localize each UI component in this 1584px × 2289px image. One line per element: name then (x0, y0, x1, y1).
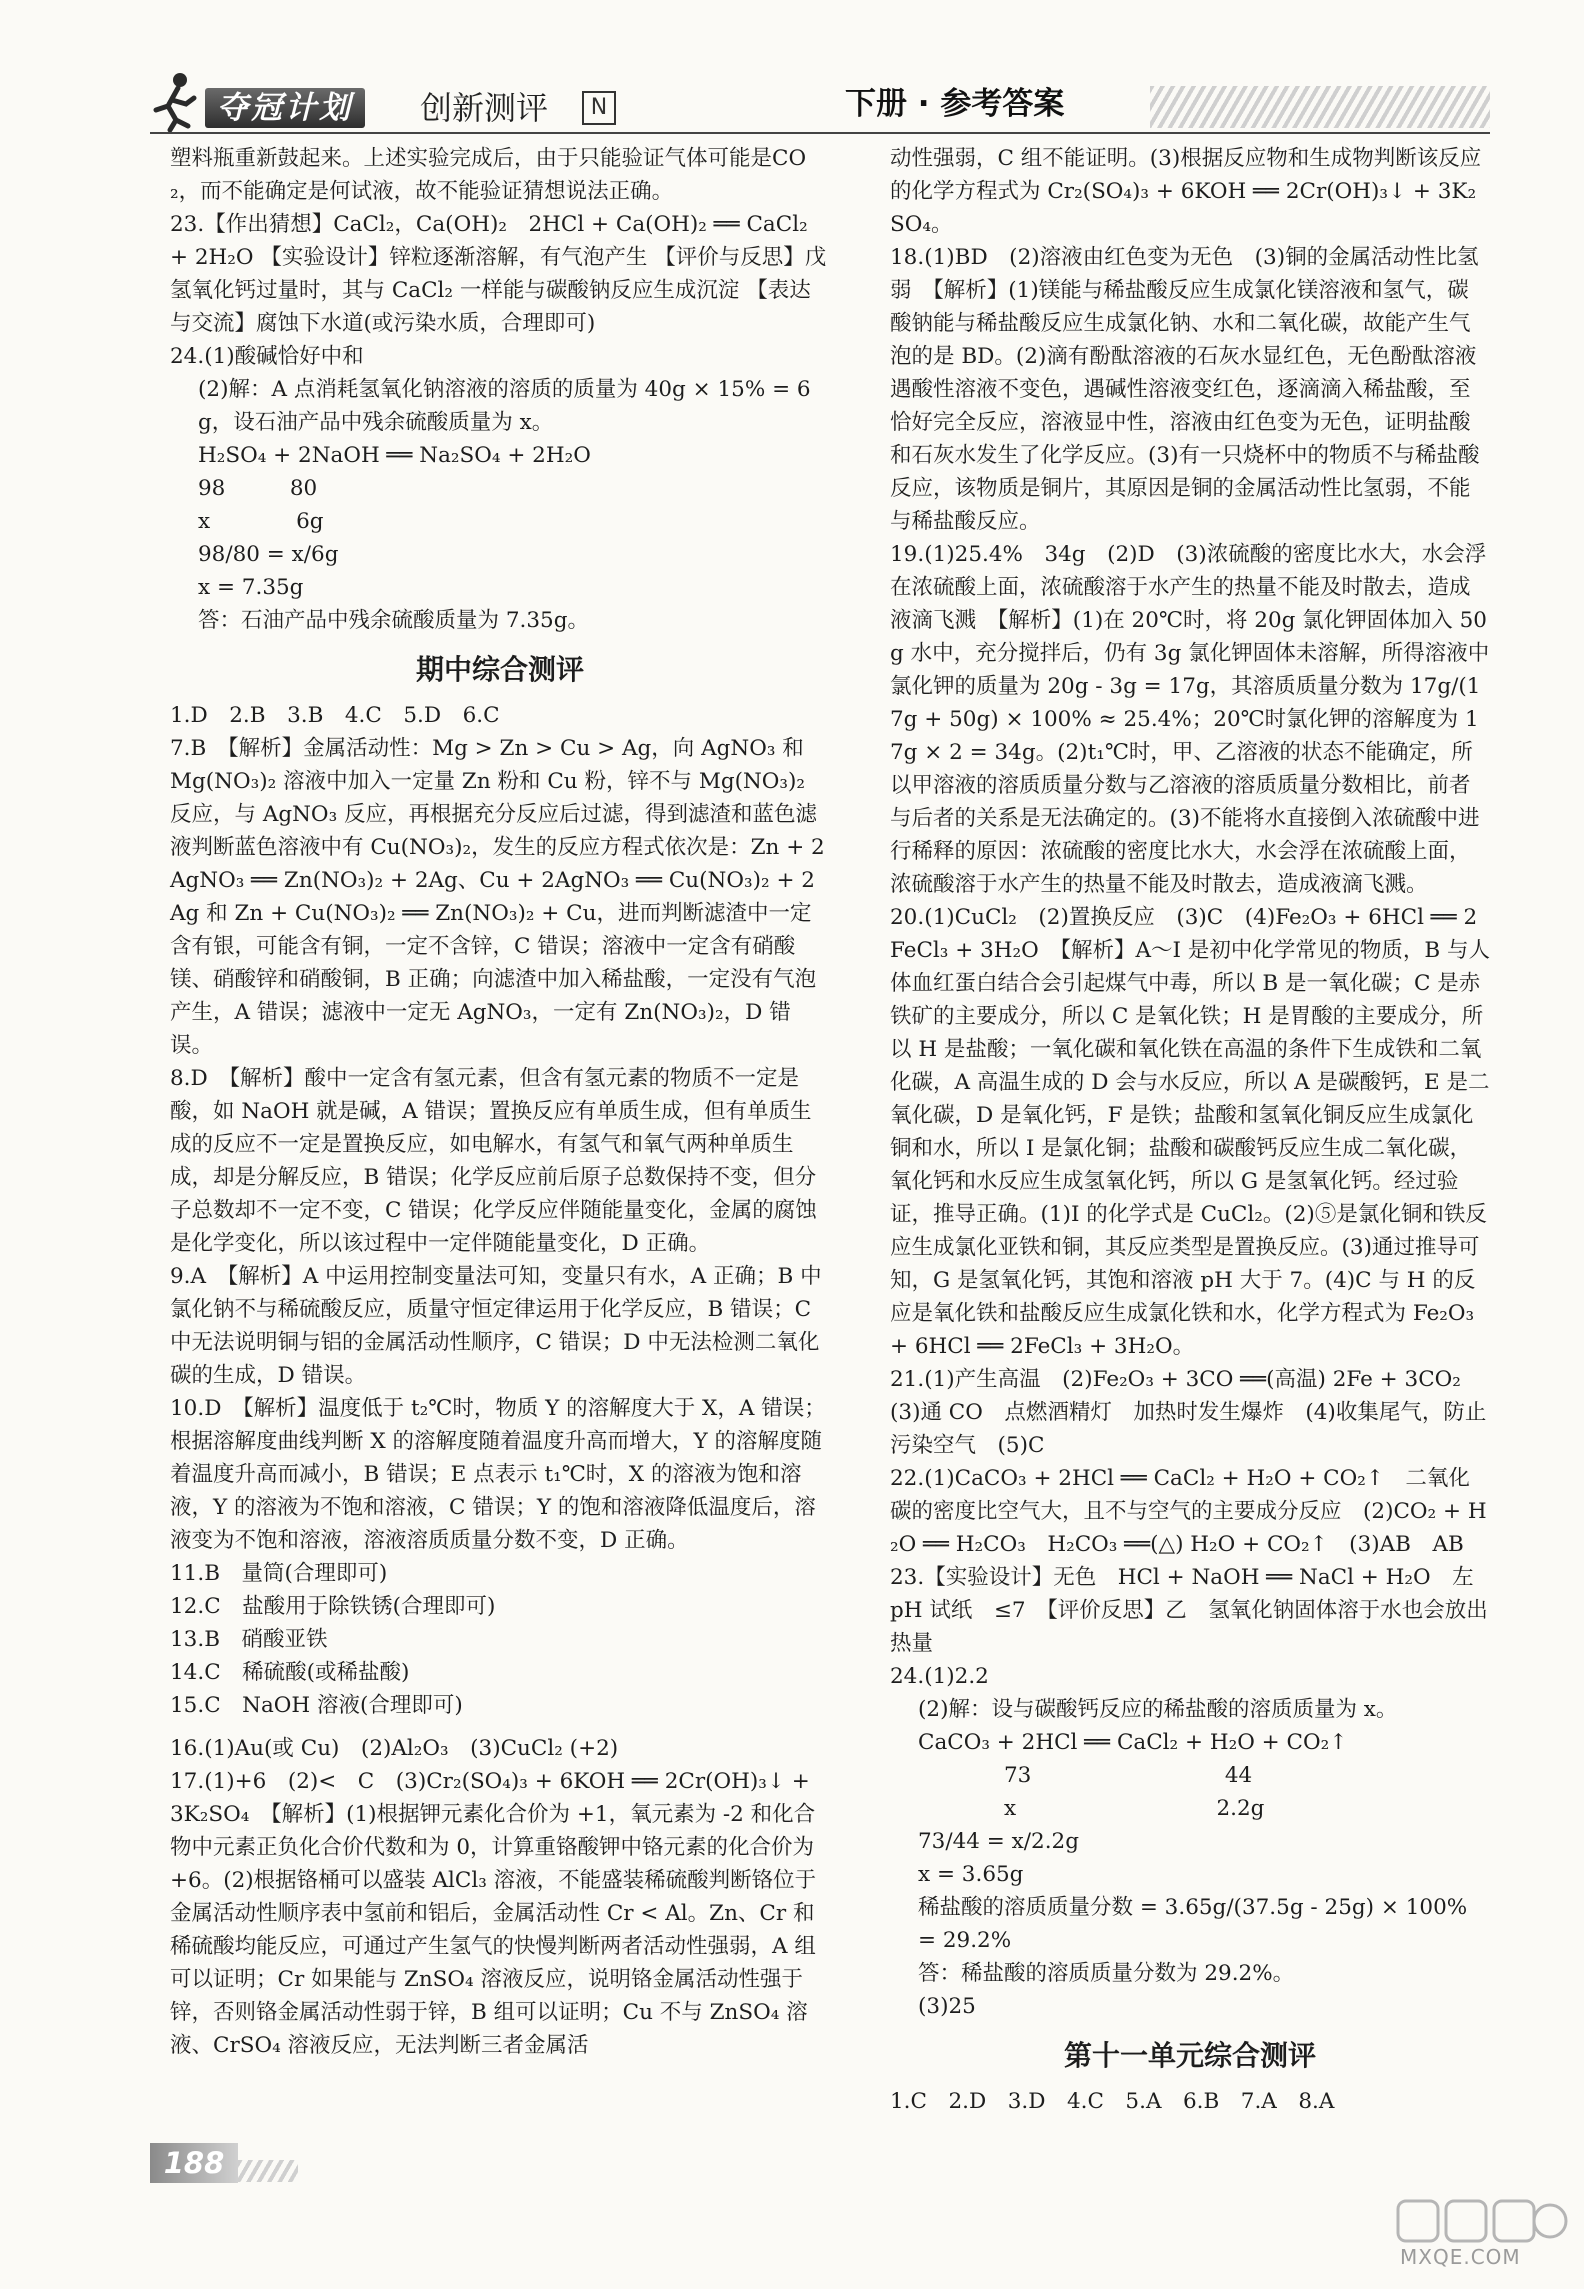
answer-paragraph: 19.(1)25.4% 34g (2)D (3)浓硫酸的密度比水大，水会浮在浓硫酸上面，浓硫酸溶于水产生的热量不能及时散去，造成液滴飞溅 【解析】(1)在 20℃时，将 20g 氯化钾固体加入 50g 水中，充分搅拌后，仍有 3g 氯化钾固体未溶解，所得溶液中氯化钾的质量为 20g - 3g = 17g，其溶质质量分数为 17g/(17g + 50g) × 100% ≈ 25.4%；20℃时氯化钾的溶解度为 17g × 2 = 34g。(2)t₁℃时，甲、乙溶液的状态不能确定，所以甲溶液的溶质质量分数与乙溶液的溶质质量分数相比，前者与后者的关系是无法确定的。(3)不能将水直接倒入浓硫酸中进行稀释的原因：浓硫酸的密度比水大，水会浮在浓硫酸上面，浓硫酸溶于水产生的热量不能及时散去，造成液滴飞溅。 (890, 542, 1490, 897)
header-decoration (1150, 86, 1490, 128)
answer-line: (2)解：A 点消耗氢氧化钠溶液的溶质的质量为 40g × 15% = 6g，设石油产品中残余硫酸质量为 x。 (198, 377, 811, 435)
answer-line: 答：稀盐酸的溶质质量分数为 29.2%。 (918, 1961, 1295, 1986)
answer-paragraph: 11.B 量筒(合理即可) (170, 1561, 388, 1586)
right-column (890, 142, 1496, 2118)
spacer (170, 1722, 830, 1732)
answer-paragraph: 23.【实验设计】无色 HCl + NaOH ══ NaCl + H₂O 左 pH 试纸 ≤7 【评价反思】乙 氢氧化钠固体溶于水也会放出热量 (890, 1565, 1496, 1656)
answer-line: H₂SO₄ + 2NaOH ══ Na₂SO₄ + 2H₂O (198, 443, 591, 468)
answer-line: (2)解：设与碳酸钙反应的稀盐酸的溶质质量为 x。 (918, 1697, 1398, 1722)
section-title: 下册 · 参考答案 (845, 86, 1065, 122)
answer-paragraph: 23.【作出猜想】CaCl₂，Ca(OH)₂ 2HCl + Ca(OH)₂ ══ CaCl₂ + 2H₂O 【实验设计】锌粒逐渐溶解，有气泡产生 【评价与反思】戊 氢氧化钙过量时，其与 CaCl₂ 一样能与碳酸钠反应生成沉淀 【表达与交流】腐蚀下水道(或污染水质，合理即可) (170, 212, 848, 336)
answer-paragraph: 17.(1)+6 (2)< C (3)Cr₂(SO₄)₃ + 6KOH ══ 2Cr(OH)₃↓ + 3K₂SO₄ 【解析】(1)根据钾元素化合价为 +1，氧元素为 -2 和化合物中元素正负化合价代数和为 0，计算重铬酸钾中铬元素的化合价为 +6。(2)根据铬桶可以盛装 AlCl₃ 溶液，不能盛装稀硫酸判断铬位于金属活动性顺序表中氢前和铝后，金属活动性 Cr < Al。Zn、Cr 和稀硫酸均能反应，可通过产生氢气的快慢判断两者活动性强弱，A 组可以证明；Cr 如果能与 ZnSO₄ 溶液反应，说明铬金属活动性强于锌，否则铬金属活动性弱于锌，B 组可以证明；Cu 不与 ZnSO₄ 溶液、CrSO₄ 溶液反应，无法判断三者金属活 (170, 1769, 817, 2058)
answer-paragraph: 10.D 【解析】温度低于 t₂℃时，物质 Y 的溶解度大于 X，A 错误；根据溶解度曲线判断 X 的溶解度随着温度升高而增大，Y 的溶解度随着温度升高而减小，B 错误；E 点表示 t₁℃时，X 的溶液为饱和溶液，Y 的溶液为不饱和溶液，C 错误；Y 的饱和溶液降低温度后，溶液变为不饱和溶液，溶液溶质质量分数不变，D 正确。 (170, 1396, 826, 1553)
brand-subtitle: 创新测评 (420, 89, 549, 127)
watermark (1390, 2195, 1570, 2285)
answer-line: 98 80 (198, 476, 318, 501)
brand-name: 夺冠计划 (205, 88, 365, 128)
answer-paragraph: 7.B 【解析】金属活动性：Mg > Zn > Cu > Ag，向 AgNO₃ 和 Mg(NO₃)₂ 溶液中加入一定量 Zn 粉和 Cu 粉，锌不与 Mg(NO₃)₂ 反应，与 AgNO₃ 反应，再根据充分反应后过滤，得到滤渣和蓝色滤液判断蓝色溶液中有 Cu(NO₃)₂，发生的反应方程式依次是：Zn + 2AgNO₃ ══ Zn(NO₃)₂ + 2Ag、Cu + 2AgNO₃ ══ Cu(NO₃)₂ + 2Ag 和 Zn + Cu(NO₃)₂ ══ Zn(NO₃)₂ + Cu，进而判断滤渣中一定含有银，可能含有铜，一定不含锌，C 错误；溶液中一定含有硝酸镁、硝酸锌和硝酸铜，B 正确；向滤渣中加入稀盐酸，一定没有气泡产生，A 错误；滤液中一定无 AgNO₃，一定有 Zn(NO₃)₂，D 错误。 (170, 736, 825, 1058)
brand-box-icon: N (582, 91, 616, 125)
answer-paragraph: 塑料瓶重新鼓起来。上述实验完成后，由于只能验证气体可能是CO₂，而不能确定是何试液，故不能验证猜想说法正确。 (170, 146, 807, 204)
answer-line: x 2.2g (918, 1796, 1265, 1821)
answer-line: 98/80 = x/6g (198, 542, 339, 567)
answer-paragraph: 22.(1)CaCO₃ + 2HCl ══ CaCl₂ + H₂O + CO₂↑ 二氧化碳的密度比空气大，且不与空气的主要成分反应 (2)CO₂ + H₂O ══ H₂CO₃ H₂CO₃ ══(△) H₂O + CO₂↑ (3)AB AB (890, 1466, 1487, 1557)
left-column (170, 142, 848, 2062)
answer-line: 73/44 = x/2.2g (918, 1829, 1079, 1854)
answer-paragraph: 15.C NaOH 溶液(合理即可) (170, 1693, 463, 1718)
answer-line: CaCO₃ + 2HCl ══ CaCl₂ + H₂O + CO₂↑ (918, 1730, 1348, 1755)
answer-paragraph: 24.(1)酸碱恰好中和 (170, 344, 364, 369)
answer-paragraph: 9.A 【解析】A 中运用控制变量法可知，变量只有水，A 正确；B 中氯化钠不与稀硫酸反应，质量守恒定律运用于化学反应，B 错误；C 中无法说明铜与铝的金属活动性顺序，C 错误；D 中无法检测二氧化碳的生成，D 错误。 (170, 1264, 822, 1388)
answer-paragraph: 动性强弱，C 组不能证明。(3)根据反应物和生成物判断该反应的化学方程式为 Cr₂(SO₄)₃ + 6KOH ══ 2Cr(OH)₃↓ + 3K₂SO₄。 (890, 146, 1482, 237)
answer-line: x 6g (198, 509, 324, 534)
answer-paragraph: 16.(1)Au(或 Cu) (2)Al₂O₃ (3)CuCl₂ (+2) (170, 1736, 619, 1761)
answer-paragraph: 18.(1)BD (2)溶液由红色变为无色 (3)铜的金属活动性比氢弱 【解析】(1)镁能与稀盐酸反应生成氯化镁溶液和氢气，碳酸钠能与稀盐酸反应生成氯化钠、水和二氧化碳，故能产生气泡的是 BD。(2)滴有酚酞溶液的石灰水显红色，无色酚酞溶液遇酸性溶液不变色，遇碱性溶液变红色，逐滴滴入稀盐酸，至恰好完全反应，溶液显中性，溶液由红色变为无色，证明盐酸和石灰水发生了化学反应。(3)有一只烧杯中的物质不与稀盐酸反应，该物质是铜片，其原因是铜的金属活动性比氢弱，不能与稀盐酸反应。 (890, 245, 1480, 534)
page-number-decoration (238, 2160, 298, 2182)
page-number: 188 (150, 2143, 238, 2183)
answer-paragraph: 8.D 【解析】酸中一定含有氢元素，但含有氢元素的物质不一定是酸，如 NaOH 就是碱，A 错误；置换反应有单质生成，但有单质生成的反应不一定是置换反应，如电解水，有氢气和氧气两种单质生成，却是分解反应，B 错误；化学反应前后原子总数保持不变，但分子总数却不一定不变，C 错误；化学反应伴随能量变化，金属的腐蚀是化学变化，所以该过程中一定伴随能量变化，D 正确。 (170, 1066, 817, 1256)
answer-paragraph: 12.C 盐酸用于除铁锈(合理即可) (170, 1594, 496, 1619)
answer-line: x = 7.35g (198, 575, 304, 600)
answer-line: 稀盐酸的溶质质量分数 = 3.65g/(37.5g - 25g) × 100% = 29.2% (918, 1895, 1468, 1953)
section-heading: 第十一单元综合测评 (1063, 2039, 1316, 2072)
answer-paragraph: 14.C 稀硫酸(或稀盐酸) (170, 1660, 410, 1685)
answer-paragraph: 1.D 2.B 3.B 4.C 5.D 6.C (170, 703, 500, 728)
answer-paragraph: 13.B 硝酸亚铁 (170, 1627, 328, 1652)
answer-line: x = 3.65g (918, 1862, 1024, 1887)
answer-paragraph: 1.C 2.D 3.D 4.C 5.A 6.B 7.A 8.A (890, 2089, 1335, 2114)
answer-line: 答：石油产品中残余硫酸质量为 7.35g。 (198, 608, 589, 633)
watermark-text: MXQE.COM (1400, 2245, 1521, 2269)
page-header (0, 0, 1584, 135)
runner-logo-icon (150, 70, 202, 132)
answer-line: (3)25 (918, 1994, 976, 2019)
answer-line: 73 44 (918, 1763, 1253, 1788)
section-heading: 期中综合测评 (415, 653, 584, 686)
answer-paragraph: 21.(1)产生高温 (2)Fe₂O₃ + 3CO ══(高温) 2Fe + 3CO₂ (3)通 CO 点燃酒精灯 加热时发生爆炸 (4)收集尾气，防止污染空气 (5)C (890, 1367, 1487, 1458)
header-divider (150, 132, 1490, 134)
answer-paragraph: 20.(1)CuCl₂ (2)置换反应 (3)C (4)Fe₂O₃ + 6HCl ══ 2FeCl₃ + 3H₂O 【解析】A～I 是初中化学常见的物质，B 与人体血红蛋白结合会引起煤气中毒，所以 B 是一氧化碳；C 是赤铁矿的主要成分，所以 C 是氧化铁；H 是胃酸的主要成分，所以 H 是盐酸；一氧化碳和氧化铁在高温的条件下生成铁和二氧化碳，A 高温生成的 D 会与水反应，所以 A 是碳酸钙，E 是二氧化碳，D 是氧化钙，F 是铁；盐酸和氢氧化铜反应生成氯化铜和水，所以 I 是氯化铜；盐酸和碳酸钙反应生成二氧化碳，氧化钙和水反应生成氢氧化钙，所以 G 是氢氧化钙。经过验证，推导正确。(1)I 的化学式是 CuCl₂。(2)⑤是氯化铜和铁反应生成氯化亚铁和铜，其反应类型是置换反应。(3)通过推导可知，G 是氢氧化钙，其饱和溶液 pH 大于 7。(4)C 与 H 的反应是氧化铁和盐酸反应生成氯化铁和水，化学方程式为 Fe₂O₃ + 6HCl ══ 2FeCl₃ + 3H₂O。 (890, 905, 1491, 1359)
answer-paragraph: 24.(1)2.2 (890, 1664, 989, 1689)
watermark-logo-icon (1390, 2195, 1570, 2247)
